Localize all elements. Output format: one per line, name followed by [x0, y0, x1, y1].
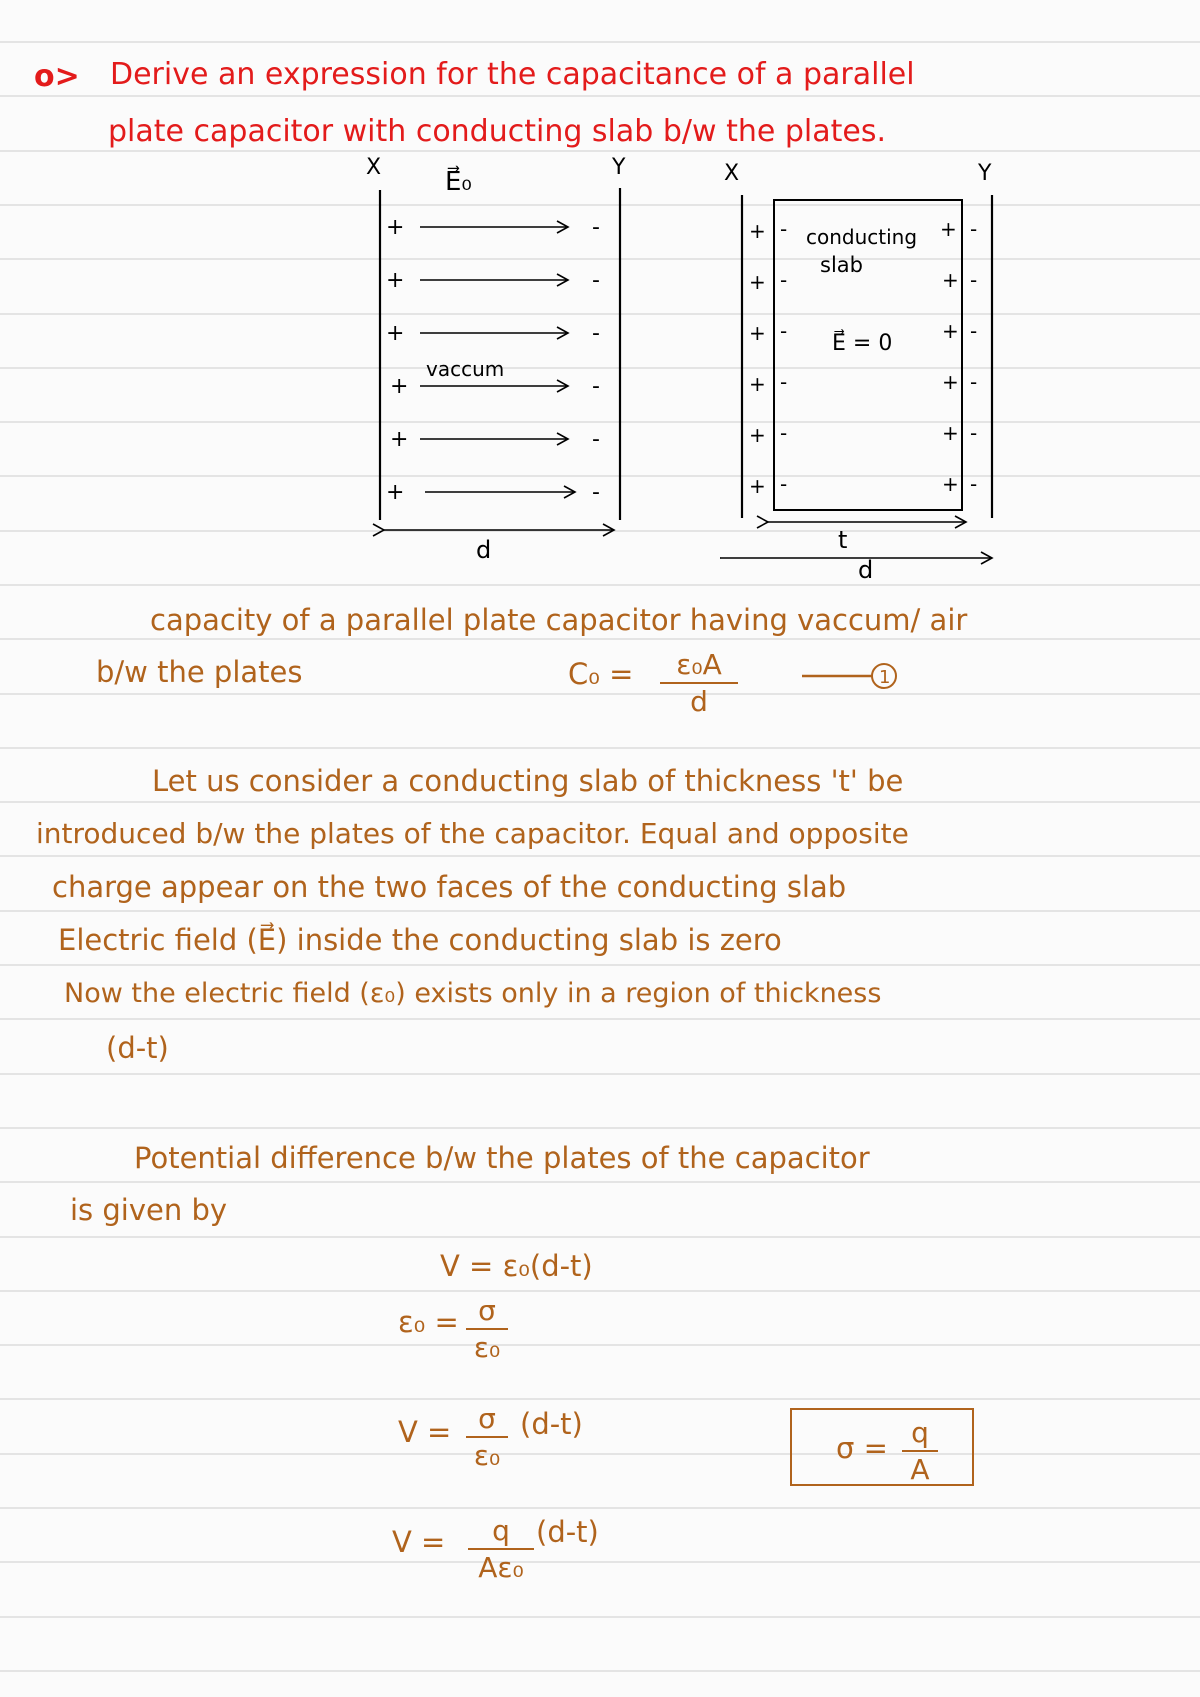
slab-minus-charges	[780, 217, 787, 496]
inner-field-zero: E⃗ = 0	[832, 331, 893, 356]
plus-charge: +	[749, 423, 766, 447]
equation-e0-numerator: σ	[478, 1294, 496, 1327]
minus-charge: -	[592, 321, 600, 346]
minus-charge: -	[970, 217, 978, 241]
equation-v-q-numerator: q	[492, 1514, 510, 1547]
capacity-lhs: C₀ =	[568, 657, 634, 691]
minus-charge: -	[592, 268, 600, 293]
minus-charges	[592, 215, 600, 505]
capacity-line-2: b/w the plates	[96, 655, 303, 689]
fraction-bar	[468, 1548, 534, 1550]
capacity-fraction	[660, 650, 738, 717]
equation-e0-lhs: ε₀ =	[398, 1305, 459, 1339]
minus-charge: -	[592, 480, 600, 505]
minus-charge: -	[970, 421, 978, 445]
equation-v-q-rest: (d-t)	[536, 1515, 599, 1549]
equation-v-field: V = ε₀(d-t)	[440, 1249, 593, 1283]
paragraph-line-5: Now the electric field (ε₀) exists only in a region of thickness	[64, 978, 882, 1009]
minus-charge: -	[970, 472, 978, 496]
field-e0-label: E⃗₀	[445, 167, 472, 197]
potential-line-2: is given by	[70, 1193, 228, 1227]
equation-v-q-fraction	[468, 1516, 534, 1583]
minus-charge: -	[970, 370, 978, 394]
plus-charges	[386, 215, 408, 505]
equation-v-sigma-rest: (d-t)	[520, 1407, 583, 1441]
question-marker: o>	[34, 59, 80, 94]
plus-charge: +	[749, 474, 766, 498]
plate-y-label: Y	[978, 161, 992, 186]
fraction-bar	[902, 1450, 938, 1452]
equation-v-sigma-numerator: σ	[478, 1402, 496, 1435]
slab-label-2: slab	[820, 253, 863, 277]
paragraph-line-6: (d-t)	[106, 1031, 169, 1065]
plus-charge: +	[390, 427, 409, 452]
question-line-2: plate capacitor with conducting slab b/w the plates.	[108, 114, 886, 149]
plus-charge: +	[386, 321, 405, 346]
plate-minus-charges	[970, 217, 977, 496]
fraction-bar	[466, 1436, 508, 1438]
plus-charge: +	[386, 268, 405, 293]
plus-charge: +	[749, 270, 766, 294]
plus-charge: +	[942, 268, 959, 292]
plus-charge: +	[386, 480, 405, 505]
plus-charge: +	[942, 472, 959, 496]
sigma-box-denominator: A	[910, 1453, 930, 1487]
minus-charge: -	[970, 319, 978, 343]
slab-plus-charges	[940, 217, 959, 496]
plate-y-label: Y	[612, 155, 626, 180]
sigma-box-numerator: q	[911, 1416, 929, 1449]
minus-charge: -	[780, 472, 788, 496]
minus-charge: -	[592, 215, 600, 240]
plus-charge: +	[942, 319, 959, 343]
equation-v-sigma-fraction	[466, 1404, 508, 1471]
plus-charge: +	[386, 215, 405, 240]
equation-e0-fraction	[466, 1296, 508, 1363]
plate-plus-charges	[749, 219, 766, 498]
sigma-definition-box	[790, 1408, 974, 1486]
vacuum-label: vaccum	[426, 357, 505, 381]
equation-v-q-denominator: Aε₀	[478, 1551, 524, 1585]
minus-charge: -	[780, 217, 788, 241]
minus-charge: -	[970, 268, 978, 292]
plus-charge: +	[749, 372, 766, 396]
equation-v-sigma-lhs: V =	[398, 1415, 452, 1449]
vacuum-capacitor-diagram	[330, 150, 630, 560]
plus-charge: +	[942, 370, 959, 394]
paragraph-line-4: Electric field (E⃗) inside the conducting slab is zero	[58, 923, 782, 957]
gap-d-label: d	[476, 536, 492, 560]
plus-charge: +	[942, 421, 959, 445]
thickness-t-label: t	[838, 526, 848, 554]
potential-line-1: Potential difference b/w the plates of the capacitor	[134, 1141, 870, 1175]
equation-v-sigma-denominator: ε₀	[473, 1439, 501, 1473]
slab-label-1: conducting	[806, 225, 918, 249]
plate-x-label: X	[724, 161, 740, 186]
capacity-line-1: capacity of a parallel plate capacitor having vaccum/ air	[150, 603, 968, 637]
plate-x-label: X	[366, 155, 382, 180]
paragraph-line-1: Let us consider a conducting slab of thickness 't' be	[152, 764, 904, 798]
minus-charge: -	[780, 319, 788, 343]
paragraph-line-3: charge appear on the two faces of the conducting slab	[52, 870, 847, 904]
sigma-box-fraction	[902, 1418, 938, 1485]
plus-charge: +	[940, 217, 957, 241]
slab-capacitor-diagram	[720, 150, 1020, 580]
plus-charge: +	[390, 374, 409, 399]
equation-number: 1	[879, 667, 891, 688]
question-line-1: Derive an expression for the capacitance of a parallel	[110, 57, 915, 92]
fraction-bar	[466, 1328, 508, 1330]
equation-v-q-lhs: V =	[392, 1525, 446, 1559]
minus-charge: -	[780, 370, 788, 394]
capacity-denominator: d	[690, 685, 708, 719]
minus-charge: -	[780, 421, 788, 445]
plus-charge: +	[749, 321, 766, 345]
gap-d-label: d	[858, 556, 874, 580]
fraction-bar	[660, 682, 738, 684]
equation-e0-denominator: ε₀	[473, 1331, 501, 1365]
equation-number-marker	[800, 658, 900, 694]
sigma-box-lhs: σ =	[836, 1431, 888, 1465]
minus-charge: -	[780, 268, 788, 292]
minus-charge: -	[592, 427, 600, 452]
capacity-numerator: ε₀A	[676, 648, 722, 681]
plus-charge: +	[749, 219, 766, 243]
paragraph-line-2: introduced b/w the plates of the capacitor. Equal and opposite	[36, 817, 909, 850]
minus-charge: -	[592, 374, 600, 399]
